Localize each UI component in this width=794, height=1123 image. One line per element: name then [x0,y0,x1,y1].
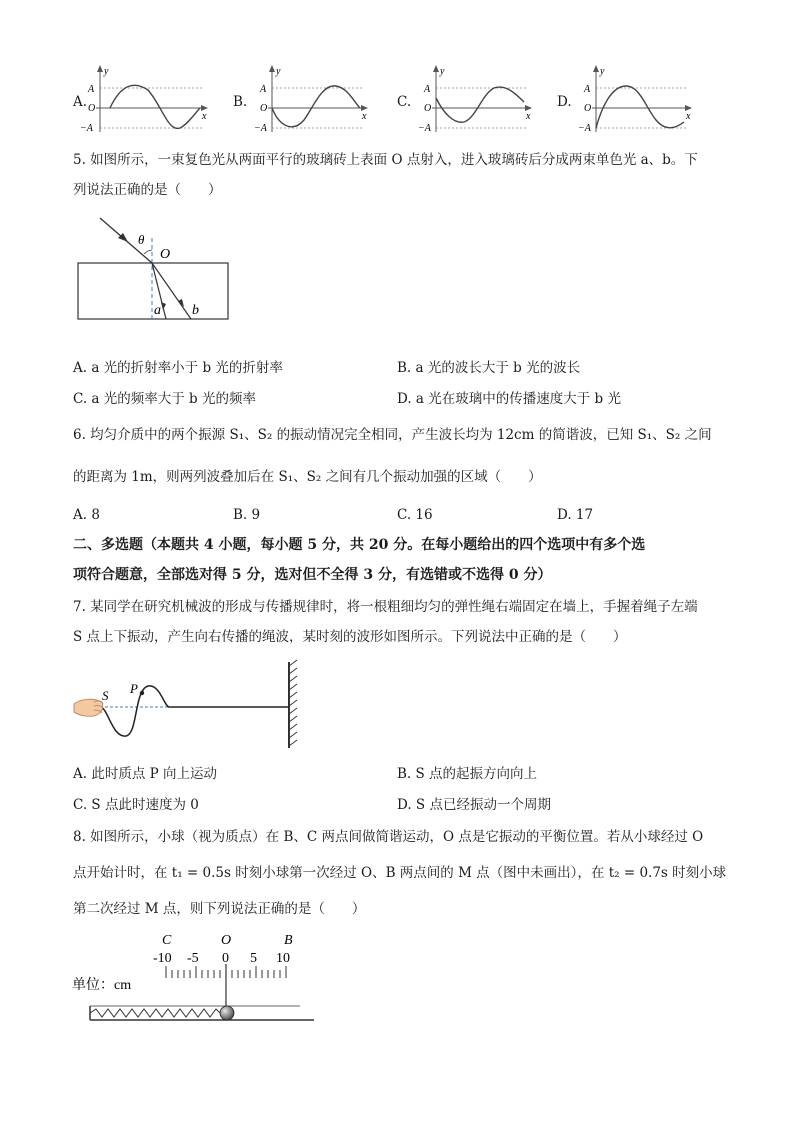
svg-text:A: A [584,84,591,95]
svg-text:x: x [202,111,207,122]
tick-label-neg10: -10 [153,951,172,966]
q7-option-c[interactable]: C. S 点此时速度为 0 [73,797,199,813]
q5-option-d[interactable]: D. a 光在玻璃中的传播速度大于 b 光 [397,391,621,407]
q6-option-a[interactable]: A. 8 [73,507,100,523]
point-s-label: S [102,688,109,703]
point-b-label: B [284,933,293,948]
tick-label-5: 5 [250,951,257,966]
q4-option-d-label[interactable]: D. [557,94,572,110]
svg-text:−A: −A [578,123,591,134]
svg-text:x: x [686,111,691,122]
point-p-label: P [130,681,138,696]
point-o-label: O [221,933,232,948]
tick-label-neg5: -5 [187,951,199,966]
q7-rope-figure [72,660,302,752]
section2-heading-line1: 二、多选题（本题共 4 小题，每小题 5 分，共 20 分。在每小题给出的四个选项中有多个选 [73,537,646,553]
unit-label: 单位：cm [72,978,132,993]
q5-option-b[interactable]: B. a 光的波长大于 b 光的波长 [397,360,581,376]
section2-heading-line2: 项符合题意，全部选对得 5 分，选对但不全得 3 分，有选错或不选得 0 分） [73,567,552,583]
q7-stem-line1: 7. 某同学在研究机械波的形成与传播规律时，将一根粗细均匀的弹性绳右端固定在墙上，手握着绳子左端 [73,599,698,615]
q7-option-a[interactable]: A. 此时质点 P 向上运动 [73,766,217,782]
q4-graph-a [80,62,212,136]
svg-text:−A: −A [80,123,93,134]
svg-text:y: y [276,66,281,77]
q4-graph-d [576,62,696,136]
point-c-label: C [162,933,172,948]
q5-stem-line2: 列说法正确的是（ ） [73,182,222,198]
tick-label-0: 0 [222,951,229,966]
q5-stem-line1: 5. 如图所示，一束复色光从两面平行的玻璃砖上表面 O 点射入，进入玻璃砖后分成两束单色光 a、b。下 [73,152,698,168]
ray-a-label: a [154,303,161,318]
q6-stem-line1: 6. 均匀介质中的两个振源 S₁、S₂ 的振动情况完全相同，产生波长均为 12cm 的简谐波，已知 S₁、S₂ 之间 [73,427,712,443]
svg-text:−A: −A [418,123,431,134]
q5-glass-figure [70,210,240,325]
q8-stem-line2: 点开始计时，在 t₁ = 0.5s 时刻小球第一次经过 O、B 两点间的 M 点（图中未画出），在 t₂ = 0.7s 时刻小球 [73,865,727,881]
q6-option-b[interactable]: B. 9 [233,507,261,523]
q4-graph-b [252,62,372,136]
svg-text:x: x [362,111,367,122]
svg-text:A: A [260,84,267,95]
svg-text:O: O [584,103,592,114]
svg-text:O: O [260,103,268,114]
axis-y: y [104,66,109,77]
point-o-label: O [160,247,171,262]
ray-b-label: b [192,303,199,318]
svg-text:O: O [88,103,96,114]
q4-option-a-label[interactable]: A. [73,94,88,110]
q7-option-d[interactable]: D. S 点已经振动一个周期 [397,797,551,813]
ball [220,1006,234,1020]
q6-option-d[interactable]: D. 17 [557,507,594,523]
q7-option-b[interactable]: B. S 点的起振方向向上 [397,766,538,782]
q8-stem-line3: 第二次经过 M 点，则下列说法正确的是（ ） [73,901,366,917]
q4-options-row [0,60,794,140]
svg-text:y: y [600,66,605,77]
svg-text:O: O [424,103,432,114]
q6-stem-line2: 的距离为 1m，则两列波叠加后在 S₁、S₂ 之间有几个振动加强的区域（ ） [73,469,542,485]
svg-text:A: A [424,84,431,95]
q4-option-c-label[interactable]: C. [397,94,412,110]
svg-text:A: A [88,84,95,95]
q8-spring-figure [70,926,330,1026]
q4-option-b-label[interactable]: B. [233,94,248,110]
svg-text:y: y [440,66,445,77]
svg-text:x: x [526,111,531,122]
tick-label-10: 10 [276,951,290,966]
theta-label: θ [138,232,145,247]
svg-text:−A: −A [254,123,267,134]
q6-option-c[interactable]: C. 16 [397,507,433,523]
q5-option-c[interactable]: C. a 光的频率大于 b 光的频率 [73,391,256,407]
q7-stem-line2: S 点上下振动，产生向右传播的绳波，某时刻的波形如图所示。下列说法中正确的是（ ） [73,629,627,645]
q4-graph-c [416,62,536,136]
q5-option-a[interactable]: A. a 光的折射率小于 b 光的折射率 [73,360,283,376]
q8-stem-line1: 8. 如图所示，小球（视为质点）在 B、C 两点间做简谐运动，O 点是它振动的平衡位置。若从小球经过 O [73,829,704,845]
